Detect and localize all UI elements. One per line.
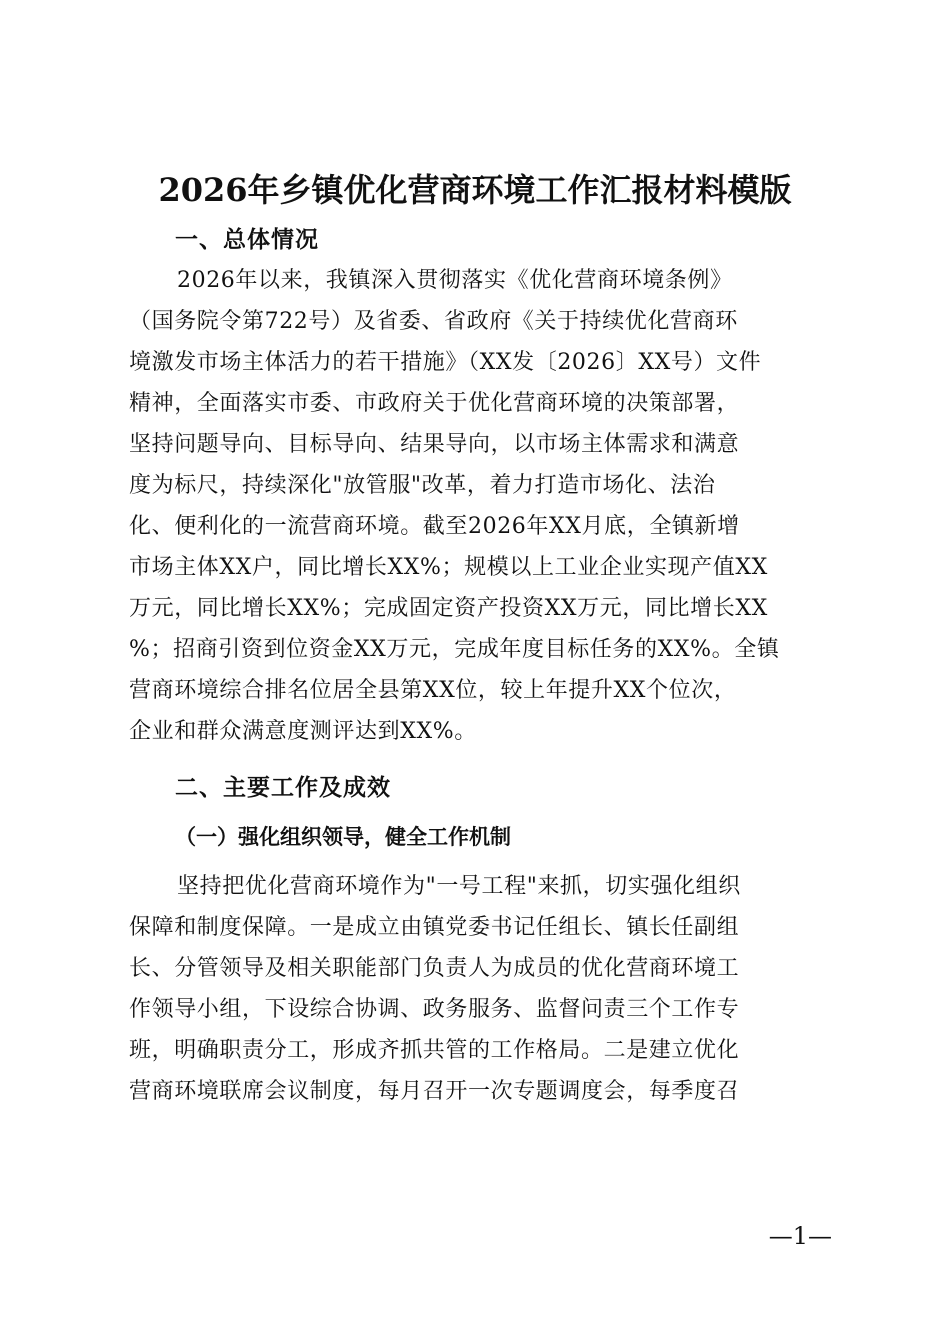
page-number: —1— xyxy=(768,1222,832,1250)
text-line: 坚持问题导向、目标导向、结果导向，以市场主体需求和满意 xyxy=(129,432,740,457)
text-line: 企业和群众满意度测评达到XX%。 xyxy=(129,719,477,744)
subsection-heading-organization: （一）强化组织领导，健全工作机制 xyxy=(175,825,511,849)
text-line: 2026年以来，我镇深入贯彻落实《优化营商环境条例》 xyxy=(177,268,733,293)
paragraph-overview xyxy=(129,260,829,752)
text-line: 长、分管领导及相关职能部门负责人为成员的优化营商环境工 xyxy=(129,956,740,981)
text-line: 万元，同比增长XX%；完成固定资产投资XX万元，同比增长XX xyxy=(129,596,768,621)
text-line: 班，明确职责分工，形成齐抓共管的工作格局。二是建立优化 xyxy=(129,1038,740,1063)
text-line: （国务院令第722号）及省委、省政府《关于持续优化营商环 xyxy=(129,309,738,334)
text-line: 精神，全面落实市委、市政府关于优化营商环境的决策部署， xyxy=(129,391,740,416)
text-line: 境激发市场主体活力的若干措施》（XX发〔2026〕XX号）文件 xyxy=(129,350,762,375)
text-line: %；招商引资到位资金XX万元，完成年度目标任务的XX%。全镇 xyxy=(129,637,780,662)
text-line: 作领导小组，下设综合协调、政务服务、监督问责三个工作专 xyxy=(129,997,740,1022)
text-line: 化、便利化的一流营商环境。截至2026年XX月底，全镇新增 xyxy=(129,514,740,539)
text-line: 保障和制度保障。一是成立由镇党委书记任组长、镇长任副组 xyxy=(129,915,740,940)
document-title: 2026年乡镇优化营商环境工作汇报材料模版 xyxy=(158,171,792,209)
spacer xyxy=(129,752,829,768)
text-line: 市场主体XX户，同比增长XX%；规模以上工业企业实现产值XX xyxy=(129,555,768,580)
paragraph-organization xyxy=(129,866,829,1112)
section-heading-overview: 一、总体情况 xyxy=(175,227,319,253)
text-line: 度为标尺，持续深化"放管服"改革，着力打造市场化、法治 xyxy=(129,473,716,498)
section-heading-main-work: 二、主要工作及成效 xyxy=(175,775,391,801)
text-line: 营商环境联席会议制度，每月召开一次专题调度会，每季度召 xyxy=(129,1079,740,1104)
text-line: 坚持把优化营商环境作为"一号工程"来抓，切实强化组织 xyxy=(177,874,741,899)
document-body xyxy=(129,220,829,1112)
text-line: 营商环境综合排名位居全县第XX位，较上年提升XX个位次， xyxy=(129,678,737,703)
